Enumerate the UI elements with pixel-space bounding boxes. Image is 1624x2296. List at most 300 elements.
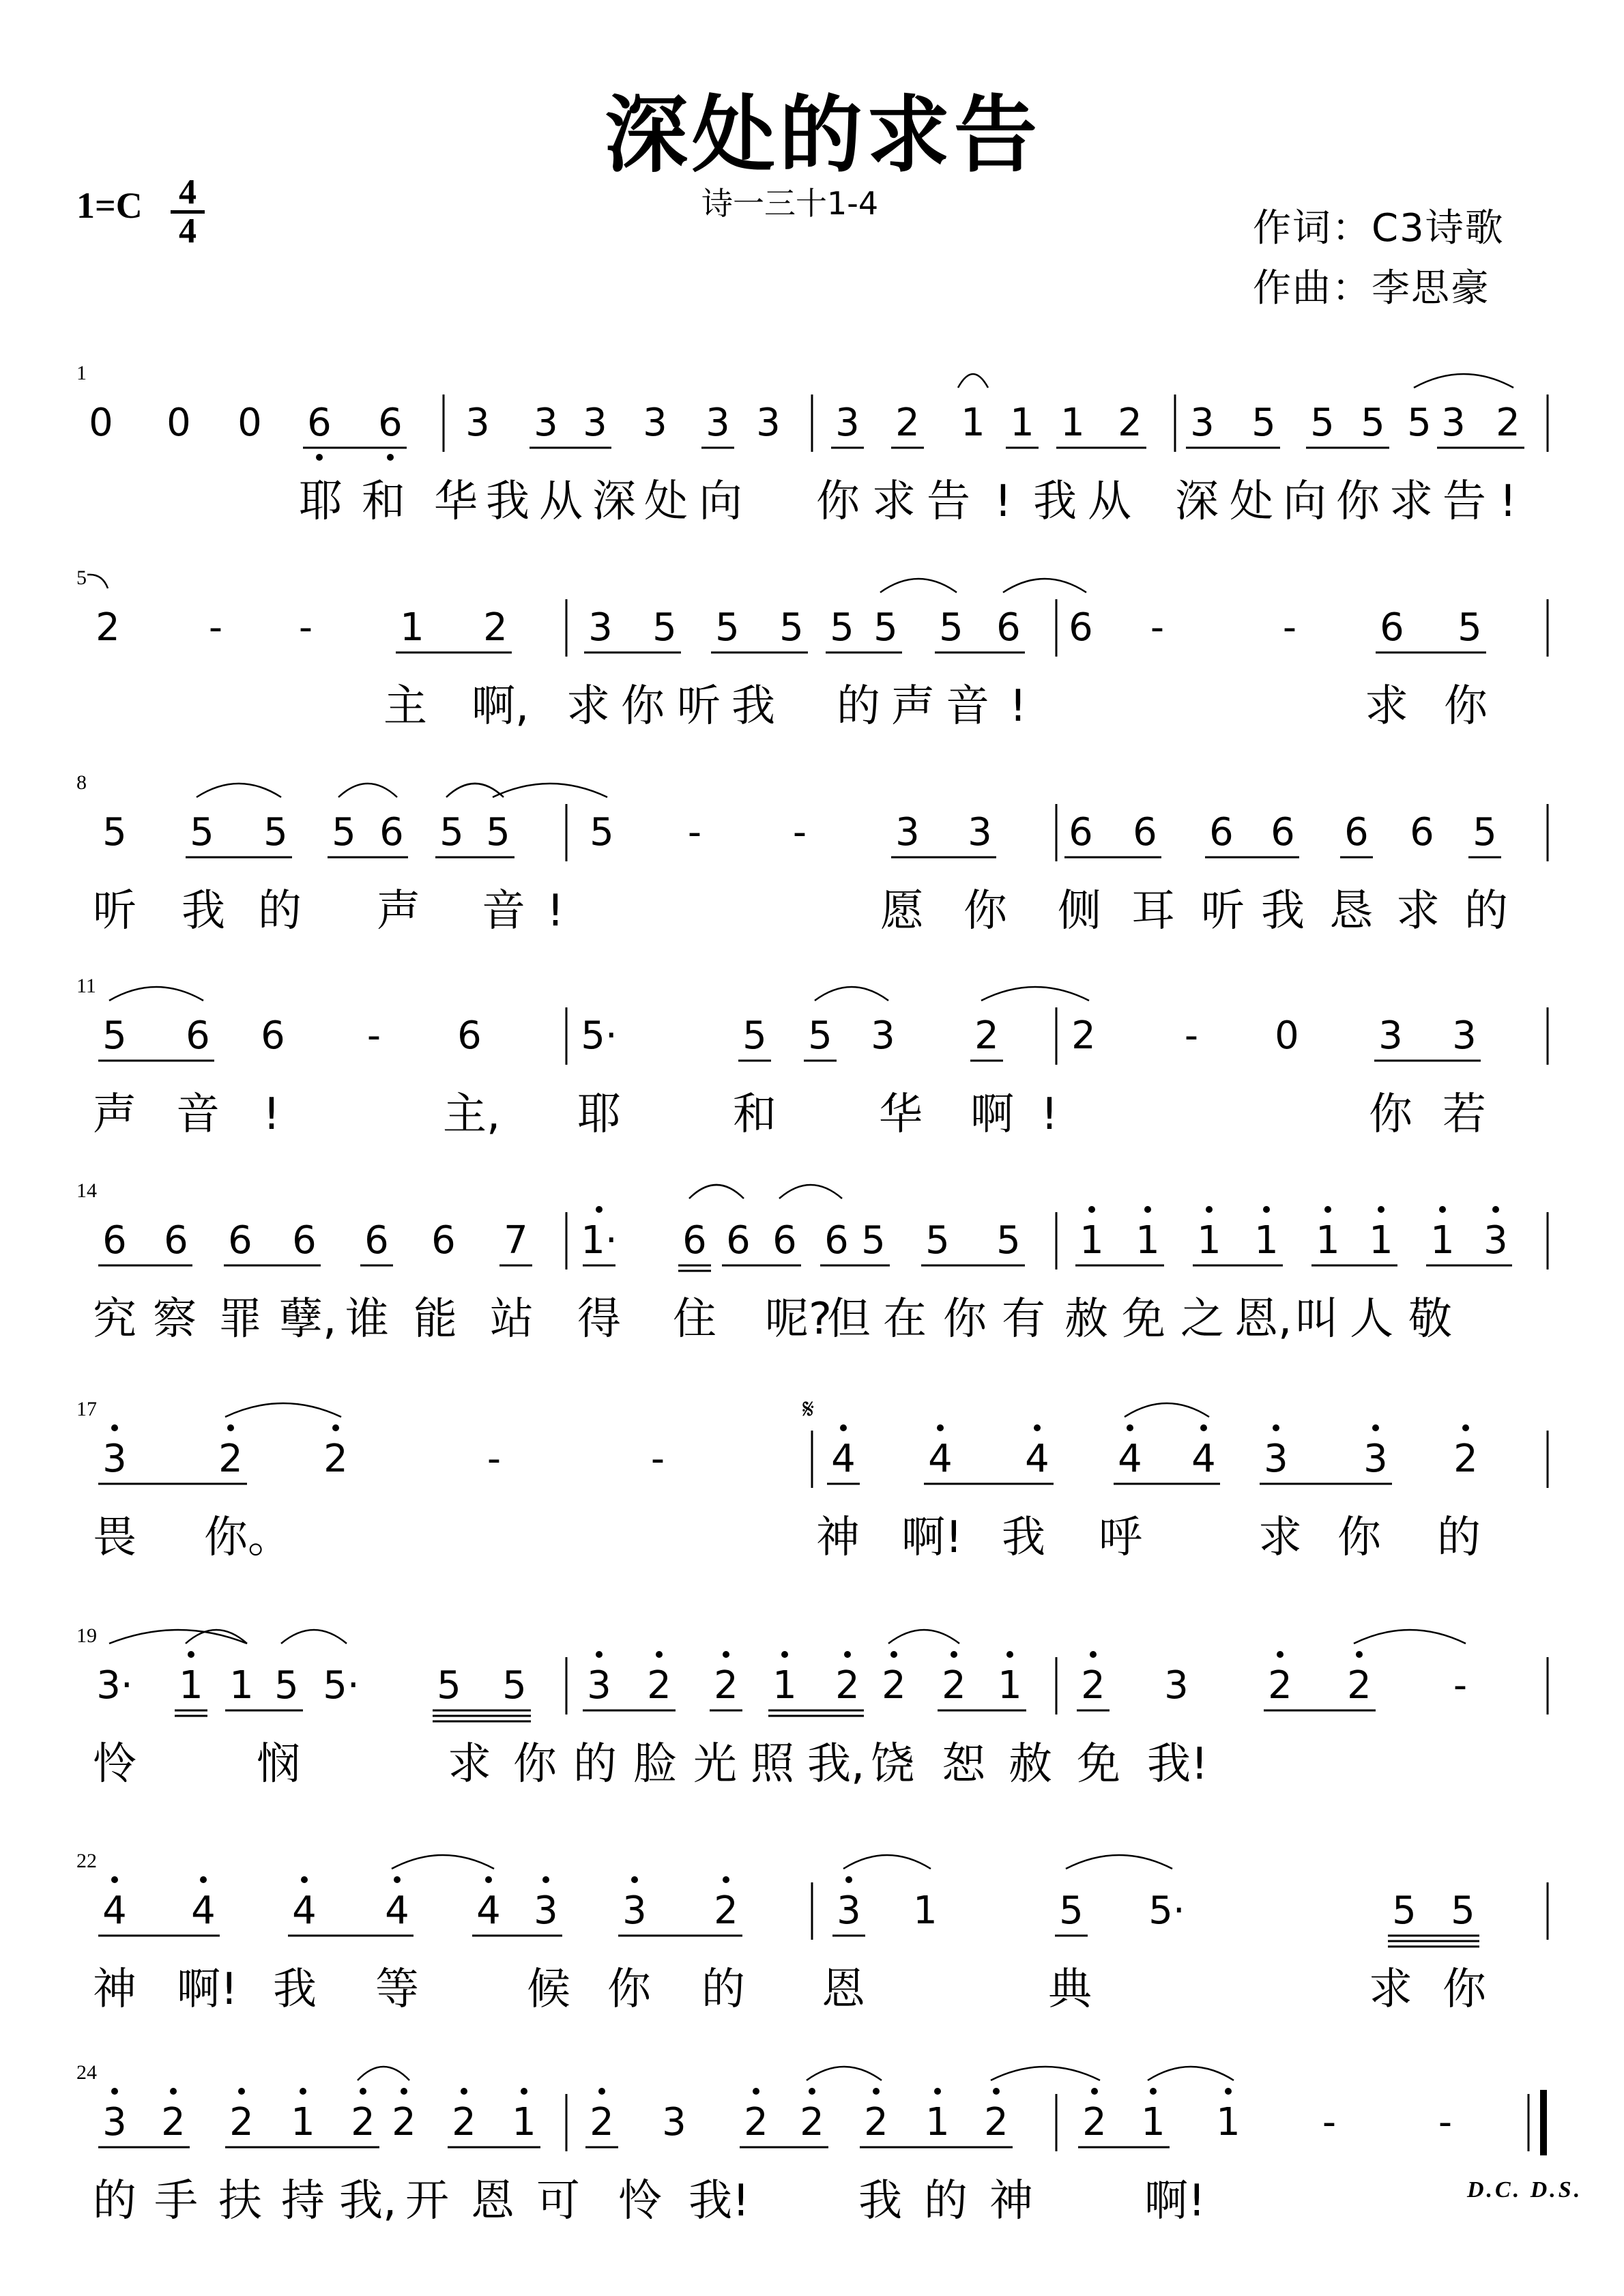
jianpu-note: 2 [1453,1437,1478,1481]
jianpu-note: 5 [1451,1889,1475,1933]
lyric-syllable: 我 [731,681,775,732]
octave-dot-high [596,1651,603,1658]
lyric-syllable: 啊! [1144,2176,1206,2226]
jianpu-note: 1 [512,2100,536,2144]
lyric-syllable: 听 [1201,886,1245,936]
octave-dot-high [1439,1206,1446,1213]
jianpu-note: 3 [835,401,860,445]
slur [1125,1403,1209,1417]
lyric-syllable: 声 [93,1089,136,1140]
jianpu-note: 3 [643,401,667,445]
jianpu-note: 5 [652,605,677,650]
lyric-syllable: 华 [434,476,478,527]
jianpu-note: 6 [1344,810,1369,855]
lyric-syllable: 声 [891,681,935,732]
octave-dot-high [596,1206,603,1213]
lyric-syllable: 求 [1396,886,1440,936]
jianpu-note: 5 [274,1663,299,1708]
slur [197,784,281,797]
octave-dot-high [937,1424,944,1431]
slur [493,784,607,797]
lyric-syllable: 你 [607,1964,651,2015]
jianpu-note: 5 [439,810,464,855]
slur [1148,2067,1234,2080]
jianpu-note: 5 [1458,605,1482,650]
slur [109,987,203,1001]
jianpu-note: 2 [647,1663,671,1708]
jianpu-note: 3 [102,1437,127,1481]
jianpu-note: 1 [1060,401,1085,445]
jianpu-note: 1 [1079,1218,1104,1263]
jianpu-note: - [1150,605,1165,650]
jianpu-note: 2 [714,1889,738,1933]
measure-number: 17 [76,1398,97,1420]
jianpu-note: 5 [590,810,614,855]
jianpu-note: 5 [102,1014,127,1058]
jianpu-note: 2 [392,2100,416,2144]
jianpu-note: 5 [873,605,898,650]
lyric-syllable: 你 [1336,476,1380,527]
slur [815,987,888,1001]
lyric-syllable: 你 [513,1739,557,1790]
time-signature-top: 4 [179,173,197,212]
octave-dot-high [360,2088,366,2095]
lyric-syllable: 典 [1048,1964,1092,2015]
jianpu-note: 3 [1378,1014,1403,1058]
lyric-syllable: 饶 [871,1739,914,1790]
slur [779,1185,842,1199]
jianpu-note: 2 [942,1663,966,1708]
jianpu-note: 6 [682,1218,707,1263]
measure-number: 24 [76,2061,97,2084]
lyric-syllable: 敬 [1408,1294,1452,1345]
jianpu-note: 5 [1473,810,1497,855]
octave-dot-high [238,2088,245,2095]
jianpu-note: 2 [218,1437,243,1481]
lyric-syllable: 恩 [471,2176,514,2226]
slur [1354,1630,1466,1644]
lyric-syllable: 我 [182,886,225,936]
jianpu-note: 3 [622,1889,647,1933]
jianpu-note: 6 [1069,605,1093,650]
jianpu-note: - [366,1014,381,1058]
octave-dot-high [111,1424,118,1431]
lyric-syllable: 侧 [1058,886,1101,936]
slur [87,575,108,588]
lyric-syllable: 我 [273,1964,317,2015]
jianpu-note: 4 [385,1889,409,1933]
lyricist-credit: 作词：C3诗歌 [1253,206,1505,250]
jianpu-note: 1 [1010,401,1034,445]
jianpu-note: 3 [465,401,490,445]
slur [186,1630,247,1644]
jianpu-note: 2 [229,2100,254,2144]
lyric-syllable: ! [1041,1089,1058,1140]
jianpu-note: 2 [714,1663,738,1708]
jianpu-note: 3 [895,810,920,855]
lyric-syllable: 从 [539,476,583,527]
octave-dot-high [1200,1424,1207,1431]
octave-dot-high [781,1651,788,1658]
lyric-syllable: 我 [858,2176,902,2226]
composer-credit: 作曲：李思豪 [1253,266,1490,311]
slur [1003,579,1086,592]
measure-number: 11 [76,975,96,997]
jianpu-note: 1 [772,1663,797,1708]
lyric-syllable: 啊 [970,1089,1014,1140]
lyric-syllable: 你 [1442,1964,1486,2015]
slur [689,1185,744,1199]
lyric-syllable: 啊! [177,1964,238,2015]
octave-dot-high [1034,1424,1041,1431]
jianpu-note: 2 [800,2100,824,2144]
jianpu-note: 5 [830,605,854,650]
octave-dot-high [200,1876,207,1883]
lyric-syllable: 有 [1002,1294,1045,1345]
octave-dot-high [1150,2088,1157,2095]
lyric-syllable: 告 [927,476,970,527]
jianpu-note: 1 [961,401,985,445]
measure-number: 22 [76,1850,97,1872]
lyric-syllable: 的 [924,2176,968,2226]
lyric-syllable: 华 [879,1089,923,1140]
slur [358,2067,409,2080]
octave-dot-high [723,1876,729,1883]
jianpu-note: 5· [323,1663,360,1708]
slur [888,1630,959,1644]
octave-dot-high [1090,1651,1097,1658]
jianpu-note: 6 [102,1218,127,1263]
jianpu-note: - [650,1437,665,1481]
lyric-syllable: 音 [176,1089,220,1140]
lyric-syllable: 之 [1180,1294,1224,1345]
lyric-syllable: 我, [807,1739,865,1790]
jianpu-note: 2 [1496,401,1520,445]
lyric-syllable: 光 [693,1739,737,1790]
jianpu-note: 6 [1209,810,1234,855]
octave-dot-high [1144,1206,1151,1213]
lyric-syllable: 恳 [1329,886,1373,936]
jianpu-note: 2 [835,1663,860,1708]
jianpu-note: 1 [1197,1218,1221,1263]
lyric-syllable: 你 [621,681,665,732]
jianpu-note: 6 [186,1014,210,1058]
octave-dot-high [1263,1206,1270,1213]
lyric-syllable: 孽, [279,1294,337,1345]
octave-dot-high [170,2088,177,2095]
jianpu-note: 4 [191,1889,216,1933]
lyric-syllable: 主 [383,681,427,732]
lyric-syllable: 和 [362,476,405,527]
jianpu-note: 1 [998,1663,1022,1708]
jianpu-note: 4 [292,1889,317,1933]
lyric-syllable: 谁 [345,1294,389,1345]
octave-dot-high [188,1651,194,1658]
slur [446,784,504,797]
lyric-syllable: 你 [1337,1512,1381,1563]
octave-dot-high [1378,1206,1384,1213]
jianpu-note: 3 [968,810,992,855]
octave-dot-high [1225,2088,1232,2095]
octave-dot-high [227,1424,234,1431]
jianpu-note: 5 [1251,401,1276,445]
lyric-syllable: 的 [1437,1512,1481,1563]
jianpu-note: 5 [925,1218,950,1263]
jianpu-note: - [1184,1014,1199,1058]
lyric-syllable: 赦 [1064,1294,1108,1345]
jianpu-note: 6 [824,1218,849,1263]
jianpu-note: 2 [351,2100,375,2144]
jianpu-note: 2 [882,1663,906,1708]
jianpu-note: 1 [1216,2100,1241,2144]
jianpu-note: 6 [996,605,1021,650]
slur [225,1403,341,1417]
lyric-syllable: 人 [1350,1294,1393,1345]
octave-dot-high [300,2088,306,2095]
lyric-syllable: 的 [258,886,302,936]
lyric-syllable: 的 [837,681,880,732]
lyric-syllable: 处 [644,476,688,527]
jianpu-note: 1 [400,605,424,650]
lyric-syllable: 得 [577,1294,621,1345]
jianpu-note: 6 [1069,810,1093,855]
lyric-syllable: 叫 [1295,1294,1339,1345]
jianpu-note: 6 [772,1218,797,1263]
lyric-syllable: 求 [1369,1964,1412,2015]
octave-dot-high [542,1876,549,1883]
measure-number: 1 [76,362,87,384]
jianpu-note: 3 [1441,401,1466,445]
lyric-syllable: 神 [989,2176,1033,2226]
lyric-syllable: 愿 [880,886,924,936]
jianpu-note: 6 [1380,605,1404,650]
lyric-syllable: 可 [536,2176,580,2226]
lyric-syllable: 你 [963,886,1007,936]
lyric-syllable: 恩 [822,1964,865,2015]
jianpu-note: 3 [534,401,558,445]
jianpu-note: 2 [590,2100,614,2144]
lyric-syllable: 向 [1283,476,1326,527]
lyric-syllable: 呼 [1099,1512,1142,1563]
lyric-syllable: 求 [872,476,916,527]
jianpu-note: 1 [1430,1218,1455,1263]
lyric-syllable: 若 [1442,1089,1486,1140]
jianpu-note: 3 [587,1663,611,1708]
measure-number: 14 [76,1179,97,1202]
lyric-syllable: 求 [448,1739,491,1790]
lyric-syllable: 怜 [93,1739,136,1790]
lyric-syllable: 我, [339,2176,397,2226]
slur [807,2067,882,2080]
jianpu-note: 2 [984,2100,1009,2144]
lyric-syllable: 持 [281,2176,325,2226]
lyric-syllable: 的 [573,1739,617,1790]
jianpu-note: 1 [1135,1218,1160,1263]
jianpu-note: 7 [504,1218,528,1263]
jianpu-note: 3 [662,2100,686,2144]
octave-dot-high [111,1876,118,1883]
lyric-syllable: 站 [490,1294,534,1345]
jianpu-note: 1 [229,1663,254,1708]
lyric-syllable: 开 [405,2176,449,2226]
slur [843,1855,931,1869]
lyric-syllable: 听 [93,886,136,936]
lyric-syllable: 音 [946,681,989,732]
octave-dot-high [1324,1206,1331,1213]
lyric-syllable: 照 [751,1739,794,1790]
jianpu-note: 2 [323,1437,348,1481]
octave-dot-high [485,1876,492,1883]
lyric-syllable: 候 [527,1964,570,2015]
lyric-syllable: 向 [699,476,742,527]
octave-dot-high [401,2088,407,2095]
octave-dot-high [809,2088,815,2095]
measure-number: 19 [76,1624,97,1647]
lyric-syllable: 恩, [1234,1294,1292,1345]
lyric-syllable: ! [1009,681,1027,732]
lyric-syllable: 和 [733,1089,777,1140]
octave-dot-high [111,2088,118,2095]
jianpu-note: 6 [457,1014,482,1058]
octave-dot-low [387,454,394,461]
jianpu-note: 0 [166,401,191,445]
jianpu-note: 6 [378,401,403,445]
lyric-syllable: 主, [443,1089,501,1140]
jianpu-note: 2 [1081,1663,1105,1708]
octave-dot-high [890,1651,897,1658]
jianpu-note: 6 [164,1218,188,1263]
octave-dot-high [1277,1651,1284,1658]
lyric-syllable: 从 [1088,476,1131,527]
jianpu-note: 4 [102,1889,127,1933]
octave-dot-high [1091,2088,1098,2095]
song-title: 深处的求告 [605,87,1041,184]
slur [392,1855,494,1869]
lyric-syllable: 但 [827,1294,871,1345]
jianpu-note: 6 [431,1218,456,1263]
jianpu-note: 3 [534,1889,558,1933]
jianpu-note: 5· [581,1014,618,1058]
jianpu-note: - [687,810,702,855]
slur [991,2067,1100,2080]
octave-dot-high [840,1424,847,1431]
lyric-syllable: 怜 [618,2176,662,2226]
lyric-syllable: 音 [482,886,525,936]
lyric-syllable: 我 [1033,476,1077,527]
dc-ds-mark: D.C. D.S. [1467,2177,1583,2202]
measure-number: 5 [76,566,87,589]
jianpu-note: 5 [502,1663,527,1708]
jianpu-note: - [298,605,313,650]
octave-dot-high [934,2088,941,2095]
jianpu-note: 6 [292,1218,317,1263]
lyric-syllable: 耳 [1131,886,1175,936]
jianpu-note: 6 [1133,810,1157,855]
lyric-syllable: ! [994,476,1012,527]
lyric-syllable: 啊! [901,1512,963,1563]
jianpu-note: 4 [1025,1437,1049,1481]
jianpu-note: - [1438,2100,1453,2144]
jianpu-note: 5 [715,605,740,650]
slur [338,784,397,797]
lyric-syllable: ! [1499,476,1517,527]
lyric-syllable: 深 [592,476,636,527]
lyric-syllable: 扶 [218,2176,262,2226]
jianpu-note: 2 [1071,1014,1096,1058]
jianpu-note: 6 [726,1218,751,1263]
octave-dot-high [993,2088,1000,2095]
time-signature-bottom: 4 [179,212,197,250]
segno-mark: 𝄋 [802,1394,815,1425]
jianpu-note: 2 [1347,1663,1372,1708]
slur [1414,374,1513,388]
octave-dot-high [1006,1651,1013,1658]
jianpu-note: 6 [364,1218,389,1263]
jianpu-note: 6 [379,810,404,855]
octave-dot-high [1372,1424,1379,1431]
jianpu-note: 5 [861,1218,886,1263]
lyric-syllable: 你 [816,476,860,527]
octave-dot-high [844,1651,851,1658]
jianpu-note: 2 [744,2100,768,2144]
octave-dot-high [656,1651,663,1658]
jianpu-note: 2 [974,1014,999,1058]
jianpu-note: - [1282,605,1297,650]
octave-dot-high [1492,1206,1499,1213]
lyric-syllable: 在 [883,1294,927,1345]
jianpu-note: 5 [1361,401,1385,445]
octave-dot-high [1273,1424,1279,1431]
octave-dot-high [1088,1206,1095,1213]
slur [281,1630,347,1644]
octave-dot-high [332,1424,339,1431]
jianpu-note: 1 [913,1889,938,1933]
jianpu-note: 5 [1392,1889,1417,1933]
lyric-syllable: 恕 [942,1739,985,1790]
jianpu-note: 5· [1148,1889,1185,1933]
jianpu-note: - [1322,2100,1337,2144]
lyric-syllable: 等 [375,1964,419,2015]
key-signature: 1=C [76,185,143,226]
lyric-syllable: 免 [1077,1739,1120,1790]
lyric-syllable: 你 [1369,1089,1412,1140]
jianpu-note: 5 [437,1663,461,1708]
jianpu-note: - [208,605,223,650]
jianpu-note: 5 [996,1218,1021,1263]
lyric-syllable: 能 [414,1294,457,1345]
lyric-syllable: 求 [566,681,610,732]
lyric-syllable: 深 [1175,476,1219,527]
slur [958,374,988,388]
jianpu-note: 3 [102,2100,127,2144]
jianpu-note: 2 [452,2100,476,2144]
octave-dot-high [723,1651,729,1658]
jianpu-note: 3 [1363,1437,1388,1481]
jianpu-note: 3 [1164,1663,1189,1708]
jianpu-note: 3 [1483,1218,1508,1263]
jianpu-note: 5 [1310,401,1335,445]
jianpu-note: 0 [237,401,262,445]
jianpu-note: 2 [895,401,920,445]
lyric-syllable: 免 [1122,1294,1165,1345]
jianpu-note: - [792,810,807,855]
jianpu-note: - [1453,1663,1468,1708]
lyric-syllable: 察 [153,1294,197,1345]
octave-dot-high [1206,1206,1213,1213]
lyric-syllable: 罪 [218,1294,262,1345]
jianpu-note: 5 [1407,401,1432,445]
lyric-syllable: 我 [1261,886,1305,936]
